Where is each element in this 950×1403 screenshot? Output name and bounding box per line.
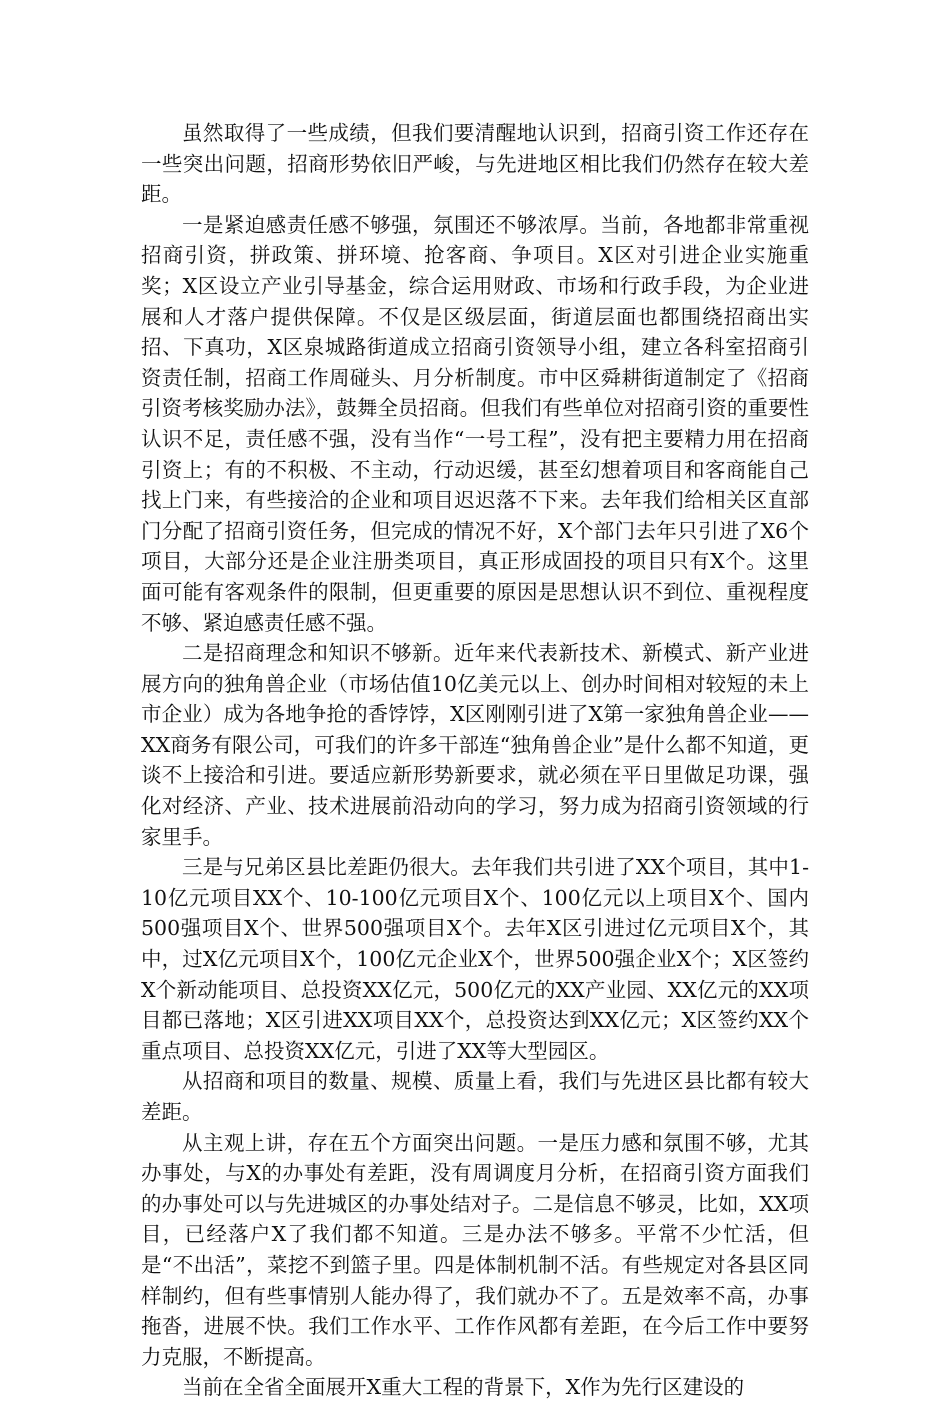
paragraph-problems: 从主观上讲，存在五个方面突出问题。一是压力感和氛围不够，尤其办事处，与X的办事处有差距，没有周调度月分析，在招商引资方面我们的办事处可以与先进城区的办事处结对子。二是信息不够灵，比如，XX项目，已经落户X了我们都不知道。三是办法不够多。平常不少忙活，但是“不出活”，菜挖不到篮子里。四是体制机制不活。有些规定对各县区同样制约，但有些事情别人能办得了，我们就办不了。五是效率不高，办事拖沓，进展不快。我们工作水平、工作作风都有差距，在今后工作中要努力克服，不断提高。 xyxy=(141,1130,809,1369)
paragraph-comparison: 从招商和项目的数量、规模、质量上看，我们与先进区县比都有较大差距。 xyxy=(141,1069,809,1124)
paragraph-intro: 虽然取得了一些成绩，但我们要清醒地认识到，招商引资工作还存在一些突出问题，招商形势依旧严峻，与先进地区相比我们仍然存在较大差距。 xyxy=(141,121,809,207)
paragraph-concepts: 二是招商理念和知识不够新。近年来代表新技术、新模式、新产业进展方向的独角兽企业（市场估值10亿美元以上、创办时间相对较短的未上市企业）成为各地争抢的香饽饽，X区刚刚引进了X第一家独角兽企业——XX商务有限公司，可我们的许多干部连“独角兽企业”是什么都不知道，更谈不上接洽和引进。要适应新形势新要求，就必须在平日里做足功课，强化对经济、产业、技术进展前沿动向的学习，努力成为招商引资领域的行家里手。 xyxy=(141,641,809,849)
paragraph-urgency: 一是紧迫感责任感不够强，氛围还不够浓厚。当前，各地都非常重视招商引资，拼政策、拼环境、抢客商、争项目。X区对引进企业实施重奖；X区设立产业引导基金，综合运用财政、市场和行政手段，为企业进展和人才落户提供保障。不仅是区级层面，街道层面也都围绕招商出实招、下真功，X区泉城路街道成立招商引资领导小组，建立各科室招商引资责任制，招商工作周碰头、月分析制度。市中区舜耕街道制定了《招商引资考核奖励办法》，鼓舞全员招商。但我们有些单位对招商引资的重要性认识不足，责任感不强，没有当作“一号工程”，没有把主要精力用在招商引资上；有的不积极、不主动，行动迟缓，甚至幻想着项目和客商能自己找上门来，有些接洽的企业和项目迟迟落不下来。去年我们给相关区直部门分配了招商引资任务，但完成的情况不好，X个部门去年只引进了X6个项目，大部分还是企业注册类项目，真正形成固投的项目只有X个。这里面可能有客观条件的限制，但更重要的原因是思想认识不到位、重视程度不够、紧迫感责任感不强。 xyxy=(141,212,809,635)
paragraph-gap: 三是与兄弟区县比差距仍很大。去年我们共引进了XX个项目，其中1-10亿元项目XX个、10-100亿元项目X个、100亿元以上项目X个、国内500强项目X个、世界500强项目X个。去年X区引进过亿元项目X个，其中，过X亿元项目X个，100亿元企业X个，世界500强企业X个；X区签约X个新动能项目、总投资XX亿元，500亿元的XX产业园、XX亿元的XX项目都已落地；X区引进XX项目XX个，总投资达到XX亿元；X区签约XX个重点项目、总投资XX亿元，引进了XX等大型园区。 xyxy=(141,855,809,1063)
document-body xyxy=(141,118,809,1403)
paragraph-current: 当前在全省全面展开X重大工程的背景下，X作为先行区建设的 xyxy=(182,1375,745,1400)
